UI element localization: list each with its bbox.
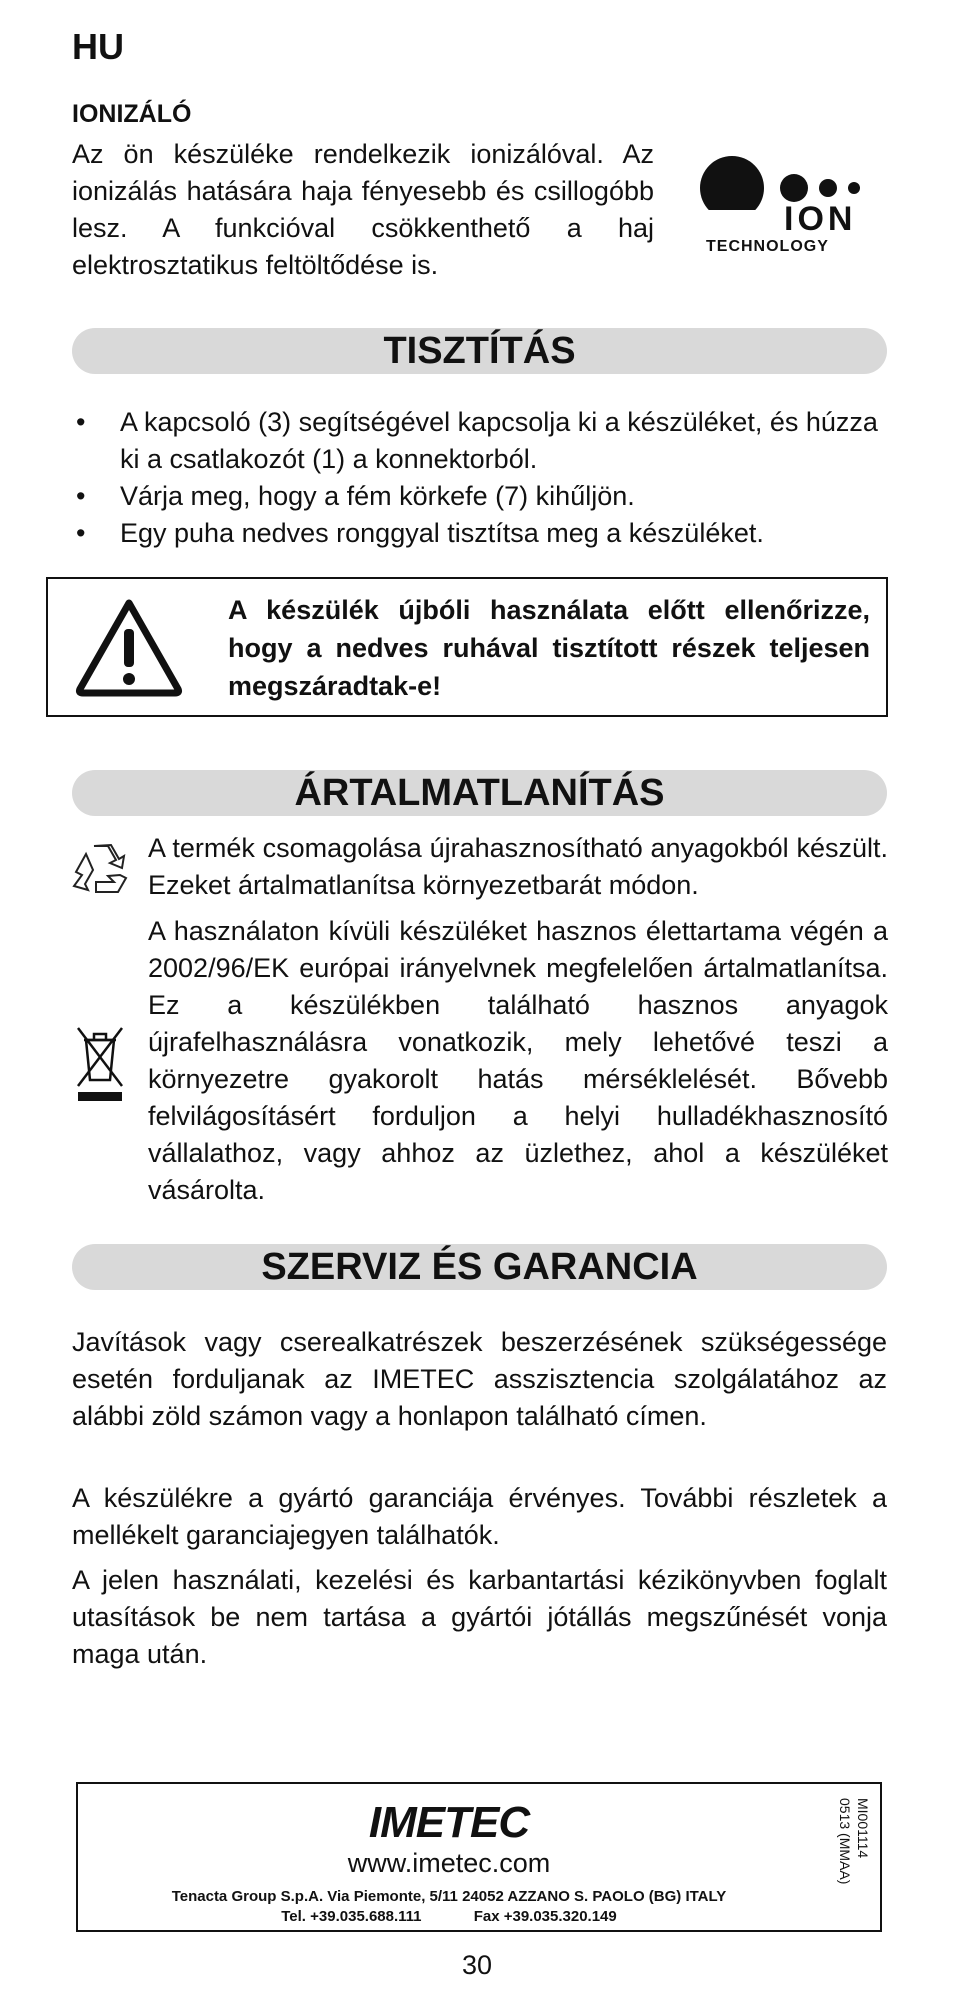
document-code-line: MI001114 [855,1798,871,1859]
list-item-text: A kapcsoló (3) segítségével kapcsolja ki a készüléket, és húzza ki a csatlakozót (1) a konnektorból. [120,407,878,474]
website-link[interactable]: www.imetec.com [347,1848,551,1878]
packaging-disposal-text: A termék csomagolása újrahasznosítható anyagokból készült. Ezeket ártalmatlanítsa környezetbarát módon. [148,833,888,900]
recycle-icon [70,840,132,898]
fax-number: Fax +39.035.320.149 [473,1908,617,1925]
section-title: SZERVIZ ÉS GARANCIA [261,1246,698,1288]
ionizer-heading: IONIZÁLÓ [72,100,192,128]
section-title: ÁRTALMATLANÍTÁS [294,772,665,814]
contact-footer [76,1782,882,1932]
device-disposal-text: A használaton kívüli készüléket hasznos élettartama végén a 2002/96/EK európai irányelvnek megfelelően ártalmatlanítsa. Ez a készülékben található hasznos anyagok újrafelhasználásra vonatkozik, mely lehetővé teszi a környezetre gyakorolt hatás mérséklelését. Bővebb felvilágosításért forduljon a helyi hulladékhasznosító vállalathoz, vagy ahhoz az üzlethez, ahol a készüléket vásárolta. [148,916,888,1205]
list-item-text: Egy puha nedves ronggyal tisztítsa meg a készüléket. [120,518,764,548]
crossed-bin-icon [74,1024,126,1102]
list-item: • Várja meg, hogy a fém körkefe (7) kihűljön. [76,481,635,511]
technology-logo-text: TECHNOLOGY [706,238,829,255]
telephone-number: Tel. +39.035.688.111 [281,1908,422,1925]
warning-text: A készülék újbóli használata előtt ellenőrizze, hogy a nedves ruhával tisztított részek teljesen megszáradtak-e! [228,595,870,701]
imetec-logo: IMETEC [368,1798,530,1847]
language-code: HU [72,26,124,67]
service-paragraph-1: Javítások vagy cserealkatrészek beszerzésének szükségessége esetén forduljanak az IMETEC asszisztencia szolgálatához az alábbi zöld számon vagy a honlapon található címen. [72,1327,887,1431]
list-item-text: Várja meg, hogy a fém körkefe (7) kihűljön. [120,481,635,511]
document-code [832,1798,872,1918]
warning-triangle-icon [74,597,184,697]
ion-technology-logo [700,150,890,260]
section-header-disposal [72,770,887,816]
list-item: • A kapcsoló (3) segítségével kapcsolja ki a készüléket, és húzza ki a csatlakozót (1) a konnektorból. [76,407,878,474]
contact-phones [78,1908,820,1925]
service-paragraph-2: A készülékre a gyártó garanciája érvényes. További részletek a mellékelt garanciajegyen találhatók. [72,1483,887,1550]
cleaning-steps-list [72,404,887,552]
section-header-cleaning [72,328,887,374]
ion-logo-text: ION [784,200,857,238]
ionizer-text: Az ön készüléke rendelkezik ionizálóval. Az ionizálás hatására haja fényesebb és csillogóbb lesz. A funkcióval csökkenthető a haj elektrosztatikus feltöltődése is. [72,139,654,280]
company-address: Tenacta Group S.p.A. Via Piemonte, 5/11 24052 AZZANO S. PAOLO (BG) ITALY [171,1888,727,1905]
page-number: 30 [461,1950,493,1980]
document-code-line: 0513 (MMAA) [837,1798,853,1885]
section-title: TISZTÍTÁS [383,330,576,372]
list-item: • Egy puha nedves ronggyal tisztítsa meg a készüléket. [76,518,764,548]
service-paragraph-3: A jelen használati, kezelési és karbantartási kézikönyvben foglalt utasítások be nem tartása a gyártói jótállás megszűnését vonja maga után. [72,1565,887,1669]
section-header-service [72,1244,887,1290]
warning-box [46,577,888,717]
